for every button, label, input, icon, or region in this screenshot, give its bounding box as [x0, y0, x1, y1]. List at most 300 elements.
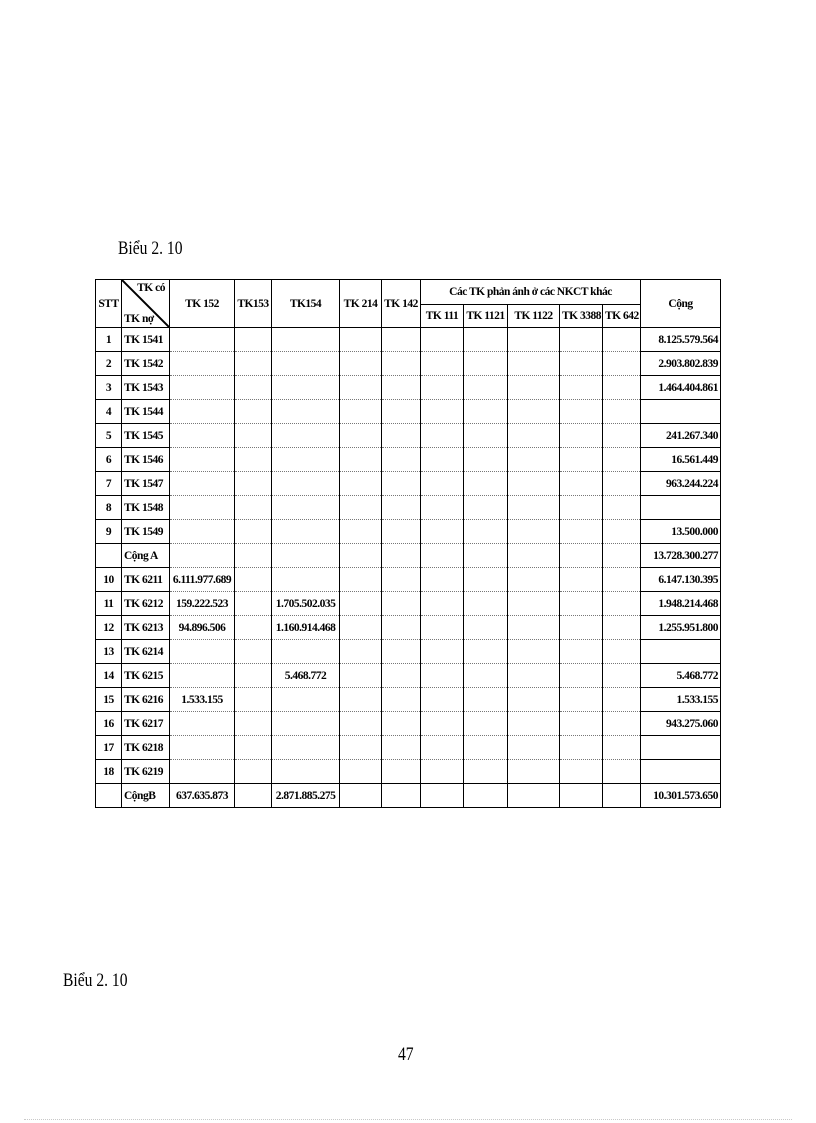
cell-tk142	[382, 664, 421, 688]
header-tk642: TK 642	[603, 305, 641, 328]
cell-tk3388	[560, 448, 603, 472]
cell-tk152	[170, 664, 235, 688]
cell-tk1121	[464, 664, 508, 688]
cell-tk153	[235, 544, 272, 568]
cell-tk154	[272, 448, 340, 472]
cell-tk111	[421, 712, 464, 736]
cell-tk1121	[464, 688, 508, 712]
cell-tk111	[421, 568, 464, 592]
cell-tk152	[170, 496, 235, 520]
cell-total	[641, 496, 721, 520]
header-tk1121: TK 1121	[464, 305, 508, 328]
cell-tk1121	[464, 376, 508, 400]
cell-tk642	[603, 760, 641, 784]
cell-tk111	[421, 616, 464, 640]
cell-tk154	[272, 760, 340, 784]
table-row	[96, 616, 721, 640]
table-row	[96, 592, 721, 616]
cell-tk153	[235, 664, 272, 688]
cell-tk142	[382, 544, 421, 568]
cell-total	[641, 400, 721, 424]
cell-tk214	[340, 784, 382, 808]
cell-tk153	[235, 784, 272, 808]
cell-tk142	[382, 376, 421, 400]
cell-tk642	[603, 688, 641, 712]
cell-tk642	[603, 424, 641, 448]
cell-tk111	[421, 376, 464, 400]
cell-tk214	[340, 688, 382, 712]
cell-tk152: 6.111.977.689	[170, 568, 235, 592]
cell-tk142	[382, 616, 421, 640]
cell-tk142	[382, 592, 421, 616]
cell-tk152	[170, 544, 235, 568]
header-tk153: TK153	[235, 280, 272, 328]
cell-tk1121	[464, 568, 508, 592]
cell-account: CộngB	[122, 784, 170, 808]
header-tk214: TK 214	[340, 280, 382, 328]
cell-tk214	[340, 568, 382, 592]
cell-tk154	[272, 472, 340, 496]
cell-tk214	[340, 712, 382, 736]
cell-total: 5.468.772	[641, 664, 721, 688]
cell-tk1122	[508, 472, 560, 496]
cell-tk142	[382, 688, 421, 712]
cell-tk214	[340, 544, 382, 568]
cell-total: 16.561.449	[641, 448, 721, 472]
ledger-table	[95, 279, 721, 808]
table-row	[96, 544, 721, 568]
header-tk111: TK 111	[421, 305, 464, 328]
cell-tk111	[421, 664, 464, 688]
cell-account: TK 1541	[122, 328, 170, 352]
cell-account: TK 6213	[122, 616, 170, 640]
cell-tk1121	[464, 496, 508, 520]
table-row	[96, 736, 721, 760]
cell-total: 1.464.404.861	[641, 376, 721, 400]
cell-tk214	[340, 352, 382, 376]
table-row	[96, 472, 721, 496]
cell-tk3388	[560, 520, 603, 544]
cell-tk3388	[560, 760, 603, 784]
cell-tk154: 1.705.502.035	[272, 592, 340, 616]
page-bottom-rule	[24, 1119, 792, 1120]
cell-tk142	[382, 712, 421, 736]
cell-tk154	[272, 424, 340, 448]
header-tk154: TK154	[272, 280, 340, 328]
cell-tk153	[235, 712, 272, 736]
cell-tk153	[235, 496, 272, 520]
cell-tk1122	[508, 328, 560, 352]
cell-account: TK 6216	[122, 688, 170, 712]
cell-tk3388	[560, 352, 603, 376]
cell-tk152	[170, 712, 235, 736]
cell-account: TK 1543	[122, 376, 170, 400]
cell-tk642	[603, 712, 641, 736]
cell-tk214	[340, 736, 382, 760]
cell-account: TK 6218	[122, 736, 170, 760]
cell-tk153	[235, 616, 272, 640]
cell-tk642	[603, 784, 641, 808]
cell-stt: 10	[96, 568, 122, 592]
cell-tk154: 1.160.914.468	[272, 616, 340, 640]
cell-tk154	[272, 352, 340, 376]
cell-tk642	[603, 592, 641, 616]
cell-tk142	[382, 736, 421, 760]
cell-tk3388	[560, 496, 603, 520]
cell-tk153	[235, 520, 272, 544]
cell-tk142	[382, 472, 421, 496]
cell-tk214	[340, 400, 382, 424]
cell-tk642	[603, 448, 641, 472]
cell-account: TK 1549	[122, 520, 170, 544]
cell-tk152: 1.533.155	[170, 688, 235, 712]
cell-total: 241.267.340	[641, 424, 721, 448]
cell-tk154	[272, 400, 340, 424]
cell-tk152	[170, 424, 235, 448]
cell-tk153	[235, 472, 272, 496]
cell-tk3388	[560, 328, 603, 352]
cell-account: TK 6217	[122, 712, 170, 736]
cell-tk1121	[464, 472, 508, 496]
cell-tk642	[603, 400, 641, 424]
cell-tk152: 94.896.506	[170, 616, 235, 640]
cell-tk1121	[464, 760, 508, 784]
cell-tk154	[272, 712, 340, 736]
cell-tk214	[340, 664, 382, 688]
cell-tk1121	[464, 712, 508, 736]
cell-tk152	[170, 400, 235, 424]
cell-tk111	[421, 760, 464, 784]
cell-tk3388	[560, 376, 603, 400]
cell-stt: 6	[96, 448, 122, 472]
cell-stt: 7	[96, 472, 122, 496]
cell-tk142	[382, 448, 421, 472]
cell-tk1122	[508, 544, 560, 568]
cell-tk152	[170, 328, 235, 352]
cell-tk111	[421, 736, 464, 760]
cell-tk214	[340, 448, 382, 472]
cell-tk154	[272, 568, 340, 592]
cell-tk1121	[464, 640, 508, 664]
cell-account: TK 6211	[122, 568, 170, 592]
cell-tk1122	[508, 400, 560, 424]
cell-tk1121	[464, 352, 508, 376]
cell-account: TK 1544	[122, 400, 170, 424]
cell-tk1122	[508, 592, 560, 616]
cell-tk1122	[508, 520, 560, 544]
cell-tk142	[382, 568, 421, 592]
cell-tk154	[272, 328, 340, 352]
cell-tk153	[235, 688, 272, 712]
cell-tk111	[421, 784, 464, 808]
cell-tk1122	[508, 760, 560, 784]
cell-tk3388	[560, 664, 603, 688]
caption-bottom: Biểu 2. 10	[63, 970, 128, 991]
cell-total	[641, 736, 721, 760]
cell-stt: 11	[96, 592, 122, 616]
cell-tk111	[421, 520, 464, 544]
table-row	[96, 448, 721, 472]
header-total: Cộng	[641, 280, 721, 328]
header-credit-label: TK có	[137, 282, 165, 294]
cell-total: 8.125.579.564	[641, 328, 721, 352]
cell-account: TK 6219	[122, 760, 170, 784]
table-row	[96, 376, 721, 400]
cell-total: 6.147.130.395	[641, 568, 721, 592]
table-row	[96, 520, 721, 544]
cell-tk153	[235, 760, 272, 784]
cell-tk154	[272, 688, 340, 712]
cell-tk214	[340, 760, 382, 784]
cell-tk142	[382, 760, 421, 784]
cell-tk3388	[560, 616, 603, 640]
table-row	[96, 568, 721, 592]
table-row	[96, 640, 721, 664]
header-tk142: TK 142	[382, 280, 421, 328]
cell-tk3388	[560, 472, 603, 496]
cell-tk214	[340, 472, 382, 496]
cell-tk153	[235, 352, 272, 376]
cell-tk152	[170, 520, 235, 544]
cell-tk111	[421, 352, 464, 376]
cell-tk1122	[508, 784, 560, 808]
cell-total	[641, 640, 721, 664]
cell-account: TK 6212	[122, 592, 170, 616]
header-diagonal	[122, 280, 170, 328]
cell-account: TK 1547	[122, 472, 170, 496]
cell-tk153	[235, 592, 272, 616]
table-row	[96, 760, 721, 784]
cell-tk152	[170, 448, 235, 472]
cell-account: TK 1548	[122, 496, 170, 520]
cell-tk111	[421, 400, 464, 424]
cell-tk142	[382, 352, 421, 376]
table-row	[96, 328, 721, 352]
cell-tk154	[272, 376, 340, 400]
cell-tk153	[235, 736, 272, 760]
cell-tk111	[421, 688, 464, 712]
cell-tk153	[235, 424, 272, 448]
cell-stt: 12	[96, 616, 122, 640]
cell-tk3388	[560, 688, 603, 712]
cell-total: 13.500.000	[641, 520, 721, 544]
cell-tk642	[603, 568, 641, 592]
table-row	[96, 664, 721, 688]
cell-tk1122	[508, 616, 560, 640]
cell-account: TK 1545	[122, 424, 170, 448]
header-tk1122: TK 1122	[508, 305, 560, 328]
cell-tk1121	[464, 448, 508, 472]
cell-tk642	[603, 640, 641, 664]
cell-total: 13.728.300.277	[641, 544, 721, 568]
cell-tk1121	[464, 616, 508, 640]
cell-tk152: 159.222.523	[170, 592, 235, 616]
cell-tk154	[272, 520, 340, 544]
cell-tk142	[382, 400, 421, 424]
cell-account: TK 6215	[122, 664, 170, 688]
cell-tk152	[170, 640, 235, 664]
cell-tk3388	[560, 544, 603, 568]
cell-tk111	[421, 592, 464, 616]
cell-tk142	[382, 424, 421, 448]
cell-stt: 4	[96, 400, 122, 424]
cell-tk1122	[508, 688, 560, 712]
cell-total: 10.301.573.650	[641, 784, 721, 808]
table-row	[96, 400, 721, 424]
cell-tk142	[382, 496, 421, 520]
cell-total	[641, 760, 721, 784]
table-row	[96, 352, 721, 376]
table-body	[96, 328, 721, 808]
cell-tk152: 637.635.873	[170, 784, 235, 808]
cell-total: 1.948.214.468	[641, 592, 721, 616]
cell-tk1122	[508, 448, 560, 472]
cell-account: TK 1546	[122, 448, 170, 472]
cell-tk111	[421, 496, 464, 520]
cell-tk214	[340, 328, 382, 352]
cell-tk111	[421, 640, 464, 664]
cell-tk153	[235, 400, 272, 424]
cell-total: 1.255.951.800	[641, 616, 721, 640]
cell-tk154	[272, 496, 340, 520]
cell-tk154	[272, 640, 340, 664]
cell-tk1121	[464, 784, 508, 808]
cell-tk111	[421, 448, 464, 472]
table-row	[96, 688, 721, 712]
cell-tk3388	[560, 640, 603, 664]
cell-stt: 1	[96, 328, 122, 352]
table-row	[96, 712, 721, 736]
cell-tk1122	[508, 640, 560, 664]
cell-tk152	[170, 472, 235, 496]
cell-tk1122	[508, 664, 560, 688]
cell-account: Cộng A	[122, 544, 170, 568]
cell-tk154: 5.468.772	[272, 664, 340, 688]
cell-tk153	[235, 640, 272, 664]
cell-stt: 15	[96, 688, 122, 712]
cell-tk214	[340, 592, 382, 616]
cell-tk214	[340, 496, 382, 520]
cell-tk642	[603, 736, 641, 760]
cell-stt: 18	[96, 760, 122, 784]
cell-tk214	[340, 376, 382, 400]
cell-tk1122	[508, 568, 560, 592]
cell-tk152	[170, 736, 235, 760]
cell-stt: 5	[96, 424, 122, 448]
cell-tk153	[235, 328, 272, 352]
cell-total: 943.275.060	[641, 712, 721, 736]
cell-tk142	[382, 640, 421, 664]
cell-tk642	[603, 616, 641, 640]
cell-tk3388	[560, 568, 603, 592]
cell-tk154	[272, 736, 340, 760]
cell-tk111	[421, 424, 464, 448]
cell-tk152	[170, 376, 235, 400]
cell-tk642	[603, 376, 641, 400]
cell-tk3388	[560, 736, 603, 760]
header-group: Các TK phản ánh ở các NKCT khác	[421, 280, 641, 305]
header-stt: STT	[96, 280, 122, 328]
cell-tk642	[603, 520, 641, 544]
cell-tk1121	[464, 736, 508, 760]
cell-tk214	[340, 520, 382, 544]
cell-tk642	[603, 328, 641, 352]
header-debit-label: TK nợ	[124, 313, 154, 325]
cell-tk153	[235, 568, 272, 592]
cell-tk214	[340, 616, 382, 640]
cell-tk153	[235, 448, 272, 472]
cell-tk3388	[560, 400, 603, 424]
cell-tk142	[382, 784, 421, 808]
cell-tk642	[603, 472, 641, 496]
cell-tk152	[170, 352, 235, 376]
cell-tk214	[340, 640, 382, 664]
cell-tk142	[382, 328, 421, 352]
cell-tk1122	[508, 424, 560, 448]
cell-stt	[96, 544, 122, 568]
cell-stt: 2	[96, 352, 122, 376]
cell-account: TK 1542	[122, 352, 170, 376]
header-tk3388: TK 3388	[560, 305, 603, 328]
cell-tk142	[382, 520, 421, 544]
cell-tk1121	[464, 520, 508, 544]
cell-tk111	[421, 472, 464, 496]
cell-tk154	[272, 544, 340, 568]
cell-stt: 8	[96, 496, 122, 520]
cell-tk642	[603, 664, 641, 688]
cell-total: 2.903.802.839	[641, 352, 721, 376]
cell-tk642	[603, 544, 641, 568]
cell-tk1122	[508, 376, 560, 400]
header-tk152: TK 152	[170, 280, 235, 328]
cell-tk152	[170, 760, 235, 784]
cell-total: 1.533.155	[641, 688, 721, 712]
cell-stt: 17	[96, 736, 122, 760]
cell-stt: 3	[96, 376, 122, 400]
cell-tk1122	[508, 352, 560, 376]
cell-account: TK 6214	[122, 640, 170, 664]
cell-tk1121	[464, 400, 508, 424]
cell-tk1121	[464, 424, 508, 448]
cell-stt	[96, 784, 122, 808]
cell-tk1122	[508, 712, 560, 736]
cell-tk3388	[560, 424, 603, 448]
cell-tk642	[603, 496, 641, 520]
cell-stt: 13	[96, 640, 122, 664]
cell-tk1121	[464, 592, 508, 616]
cell-tk1122	[508, 736, 560, 760]
page-number: 47	[398, 1044, 414, 1065]
cell-tk1121	[464, 544, 508, 568]
cell-tk642	[603, 352, 641, 376]
cell-tk3388	[560, 784, 603, 808]
table-row	[96, 424, 721, 448]
cell-tk111	[421, 544, 464, 568]
table-row	[96, 496, 721, 520]
cell-stt: 14	[96, 664, 122, 688]
cell-tk154: 2.871.885.275	[272, 784, 340, 808]
cell-tk153	[235, 376, 272, 400]
cell-total: 963.244.224	[641, 472, 721, 496]
caption-top: Biểu 2. 10	[118, 238, 183, 259]
cell-stt: 9	[96, 520, 122, 544]
cell-tk1121	[464, 328, 508, 352]
cell-tk111	[421, 328, 464, 352]
cell-tk214	[340, 424, 382, 448]
cell-tk3388	[560, 592, 603, 616]
cell-tk1122	[508, 496, 560, 520]
table-row	[96, 784, 721, 808]
